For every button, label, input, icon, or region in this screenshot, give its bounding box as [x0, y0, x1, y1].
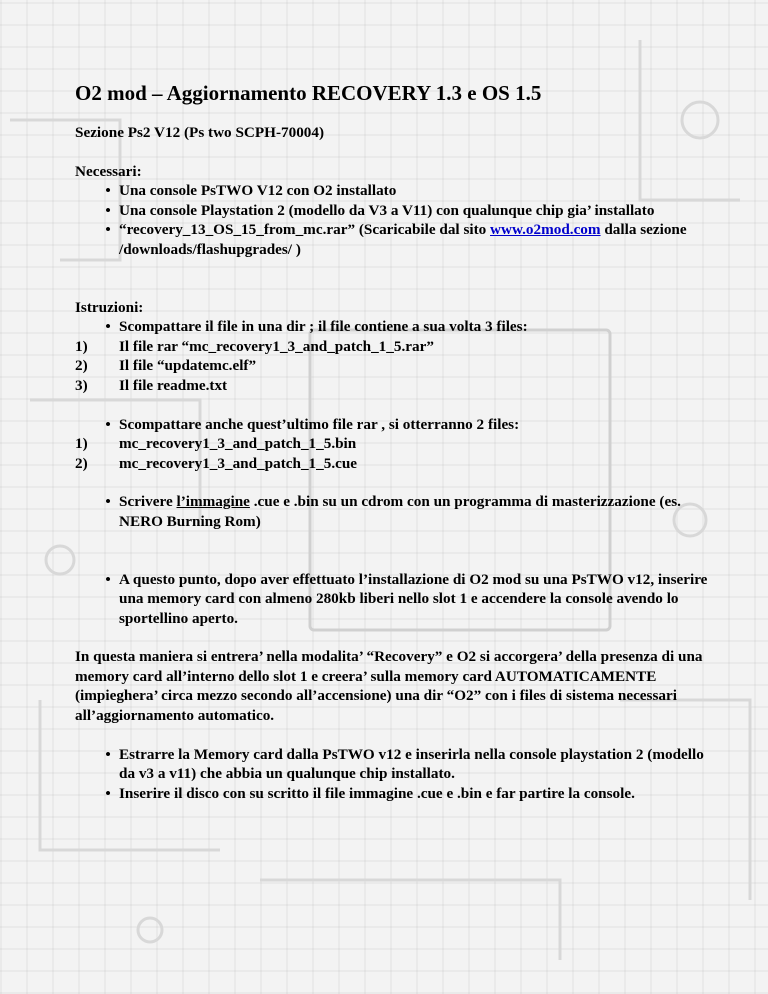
list-item: [75, 317, 715, 337]
bullet-icon: •: [105, 182, 111, 200]
item-number: 3): [75, 376, 88, 394]
bullet-icon: •: [105, 745, 111, 763]
list-item-text: .cue e .bin su un cdrom con un programma di masterizzazione (es. NERO Burning Rom): [119, 493, 681, 530]
list-item: [75, 220, 715, 259]
list-item: [75, 181, 715, 201]
section-label: Sezione Ps2 V12 (Ps two SCPH-70004): [75, 124, 325, 141]
numbered-item: [75, 356, 715, 376]
spacer: [75, 726, 715, 745]
numbered-item-text: Il file readme.txt: [119, 376, 228, 394]
spacer: [75, 532, 715, 570]
files-list-1: [75, 337, 715, 396]
numbered-item: [75, 337, 715, 357]
numbered-item: [75, 376, 715, 396]
o2mod-link[interactable]: www.o2mod.com: [490, 221, 601, 239]
necessari-heading: Necessari:: [75, 162, 142, 180]
item-number: 2): [75, 454, 88, 472]
numbered-item: [75, 454, 715, 474]
bullet-icon: •: [105, 415, 111, 433]
bullet-icon: •: [105, 784, 111, 802]
list-item: [75, 570, 715, 629]
spacer: [75, 260, 715, 298]
list-item: [75, 745, 715, 784]
numbered-item: [75, 434, 715, 454]
list-item: [75, 492, 715, 531]
list-item-text: A questo punto, dopo aver effettuato l’installazione di O2 mod su una PsTWO v12, inserire una memory card con almeno 280kb liberi nello slot 1 e accendere la console avendo lo sportellino aperto.: [119, 570, 708, 627]
list-item-text: Una console Playstation 2 (modello da V3 a V11) con qualunque chip gia’ installato: [119, 201, 655, 219]
list-item-text: “recovery_13_OS_15_from_mc.rar” (Scaricabile dal sito: [119, 221, 491, 239]
spacer: [75, 396, 715, 415]
document-title: O2 mod – Aggiornamento RECOVERY 1.3 e OS 1.5: [75, 81, 542, 105]
list-item-text: Scompattare il file in una dir ; il file contiene a sua volta 3 files:: [119, 318, 528, 336]
bullet-icon: •: [105, 570, 111, 588]
explanation-paragraph: In questa maniera si entrera’ nella modalita’ “Recovery” e O2 si accorgera’ della presenza di una memory card all’interno dello slot 1 e creera’ sulla memory card AUTOMATICAMENTE (impieghera’ circa mezzo secondo all’accensione) una dir “O2” con i files di sistema necessari all’aggiornamento automatico.: [75, 648, 703, 725]
list-item-text: Scrivere: [119, 493, 177, 511]
bullet-icon: •: [105, 201, 111, 219]
bullet-icon: •: [105, 493, 111, 511]
item-number: 1): [75, 337, 88, 355]
files-list-2: [75, 434, 715, 473]
list-item-text: Una console PsTWO V12 con O2 installato: [119, 182, 397, 200]
list-item: [75, 415, 715, 435]
list-item: [75, 784, 715, 804]
spacer: [75, 628, 715, 647]
numbered-item-text: mc_recovery1_3_and_patch_1_5.cue: [119, 454, 358, 472]
list-item-text: dalla sezione /downloads/flashupgrades/ ): [119, 221, 687, 258]
list-item-text: Estrarre la Memory card dalla PsTWO v12 e inserirla nella console playstation 2 (modello da v3 a v11) che abbia un qualunque chip installato.: [119, 745, 704, 783]
bullet-icon: •: [105, 221, 111, 239]
numbered-item-text: mc_recovery1_3_and_patch_1_5.bin: [119, 435, 357, 453]
spacer: [75, 473, 715, 492]
underlined-text: l’immagine: [176, 493, 250, 511]
list-item-text: Inserire il disco con su scritto il file immagine .cue e .bin e far partire la console.: [119, 784, 635, 802]
numbered-item-text: Il file rar “mc_recovery1_3_and_patch_1_5.rar”: [119, 337, 434, 355]
list-item-text: Scompattare anche quest’ultimo file rar , si otterranno 2 files:: [119, 415, 520, 433]
document-body: [75, 80, 715, 803]
bullet-icon: •: [105, 318, 111, 336]
necessari-list: [75, 181, 715, 259]
numbered-item-text: Il file “updatemc.elf”: [119, 357, 257, 375]
istruzioni-heading: Istruzioni:: [75, 298, 144, 316]
list-item: [75, 201, 715, 221]
item-number: 2): [75, 357, 88, 375]
item-number: 1): [75, 435, 88, 453]
